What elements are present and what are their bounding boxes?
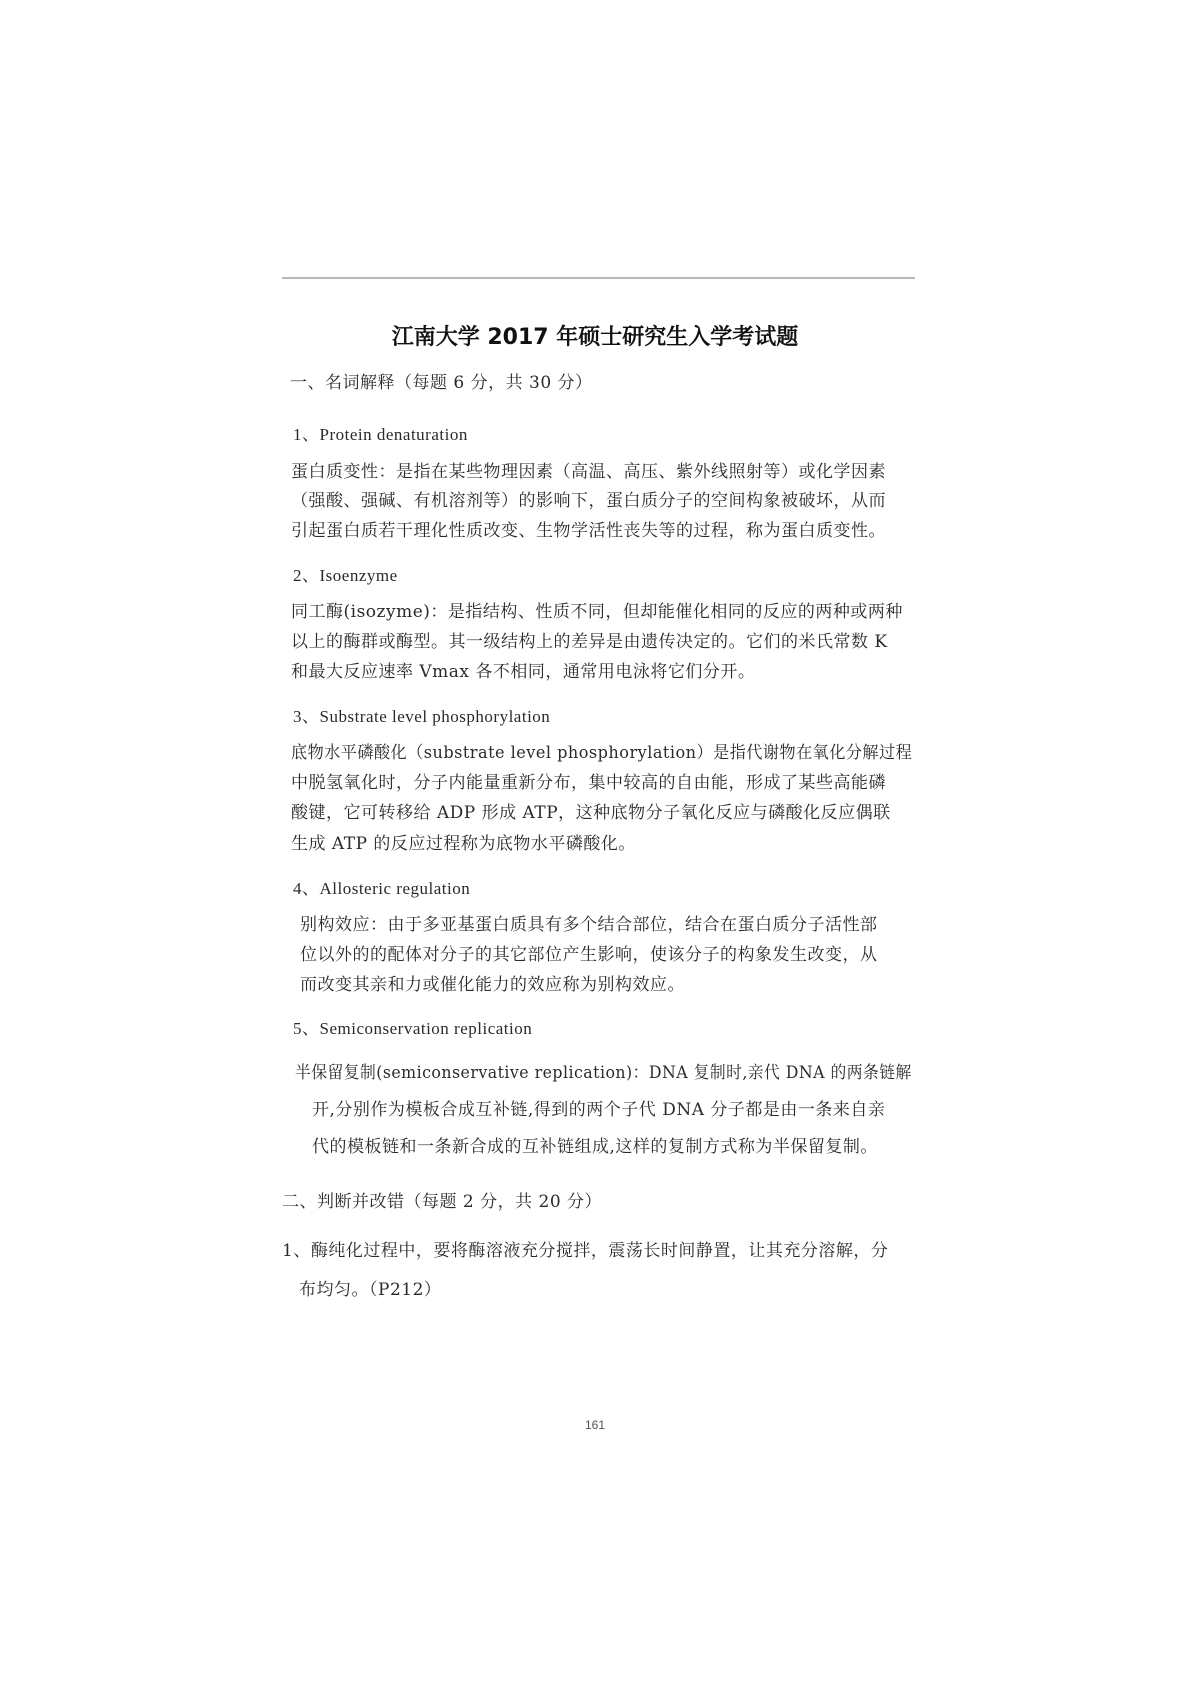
section2-heading: 二、判断并改错（每题 2 分，共 20 分） — [282, 1192, 603, 1212]
definition-line: 开,分别作为模板合成互补链,得到的两个子代 DNA 分子都是由一条来自亲 — [312, 1100, 886, 1120]
definition-line: 别构效应：由于多亚基蛋白质具有多个结合部位，结合在蛋白质分子活性部 — [300, 915, 878, 935]
term-heading: 2、Isoenzyme — [293, 566, 398, 585]
term-heading: 5、Semiconservation replication — [293, 1019, 533, 1038]
definition-line: 生成 ATP 的反应过程称为底物水平磷酸化。 — [291, 834, 636, 854]
definition-line: 引起蛋白质若干理化性质改变、生物学活性丧失等的过程，称为蛋白质变性。 — [291, 521, 886, 541]
definition-line: 位以外的的配体对分子的其它部位产生影响，使该分子的构象发生改变，从 — [300, 945, 878, 965]
definition-line: 底物水平磷酸化（substrate level phosphorylation）是指代谢物在氧化分解过程 — [291, 743, 913, 763]
definition-line: 半保留复制(semiconservative replication)：DNA 复制时,亲代 DNA 的两条链解 — [295, 1063, 912, 1083]
question-line: 1、酶纯化过程中，要将酶溶液充分搅拌，震荡长时间静置，让其充分溶解，分 — [282, 1241, 889, 1261]
definition-line: 蛋白质变性：是指在某些物理因素（高温、高压、紫外线照射等）或化学因素 — [291, 462, 886, 482]
definition-line: 以上的酶群或酶型。其一级结构上的差异是由遗传决定的。它们的米氏常数 K — [291, 632, 888, 652]
section1-heading: 一、名词解释（每题 6 分，共 30 分） — [290, 373, 593, 393]
definition-line: 代的模板链和一条新合成的互补链组成,这样的复制方式称为半保留复制。 — [312, 1137, 878, 1157]
definition-line: 酸键，它可转移给 ADP 形成 ATP，这种底物分子氧化反应与磷酸化反应偶联 — [291, 803, 891, 823]
definition-line: 同工酶(isozyme)：是指结构、性质不同，但却能催化相同的反应的两种或两种 — [291, 602, 903, 622]
page-number: 161 — [584, 1418, 606, 1432]
header-divider — [282, 277, 915, 279]
definition-line: （强酸、强碱、有机溶剂等）的影响下，蛋白质分子的空间构象被破坏，从而 — [291, 491, 886, 511]
term-heading: 4、Allosteric regulation — [293, 879, 471, 898]
page-title: 江南大学 2017 年硕士研究生入学考试题 — [391, 325, 799, 350]
definition-line: 中脱氢氧化时，分子内能量重新分布，集中较高的自由能，形成了某些高能磷 — [291, 773, 886, 793]
term-heading: 3、Substrate level phosphorylation — [293, 707, 551, 726]
definition-line: 而改变其亲和力或催化能力的效应称为别构效应。 — [300, 975, 685, 995]
question-line: 布均匀。（P212） — [299, 1280, 442, 1300]
term-heading: 1、Protein denaturation — [293, 425, 468, 444]
definition-line: 和最大反应速率 Vmax 各不相同，通常用电泳将它们分开。 — [291, 662, 756, 682]
